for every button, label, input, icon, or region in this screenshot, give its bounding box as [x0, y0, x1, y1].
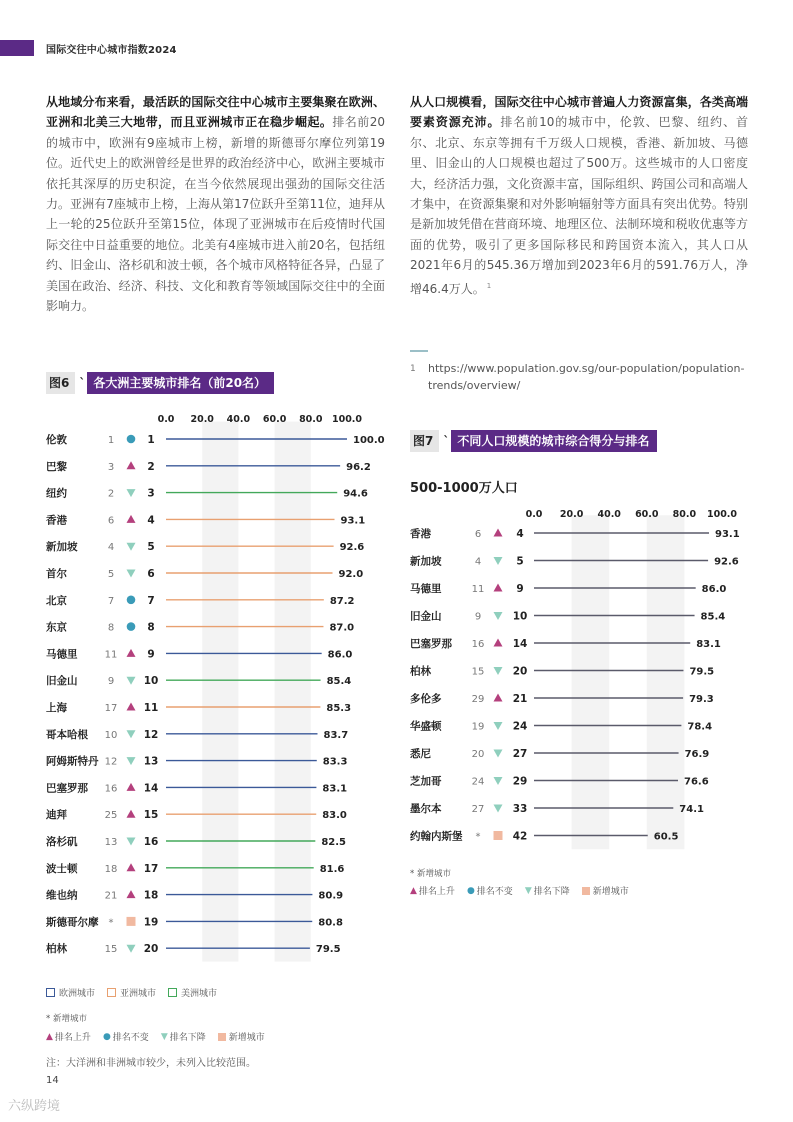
fig6-rank-same-icon — [127, 622, 136, 631]
fig6-prev-rank: 9 — [107, 676, 115, 688]
fig6-city-label: 纽约 — [46, 487, 67, 500]
fig6-region-legend — [46, 986, 229, 999]
fig6-rank-down-icon — [127, 757, 136, 765]
fig7-subtitle: 500-1000万人口 — [410, 481, 518, 496]
fig7-city-label: 香港 — [410, 528, 431, 540]
fig6-prev-rank: 8 — [107, 622, 115, 634]
legend-asia-label: 亚洲城市 — [120, 989, 157, 999]
fig7-rank-down-icon — [494, 750, 503, 758]
circle-icon: ● — [466, 885, 475, 896]
fig6-city-label: 斯德哥尔摩 — [46, 916, 99, 929]
fig7-rank-down-icon — [494, 805, 503, 813]
fig7-rank: 20 — [512, 665, 528, 678]
fig6-prev-rank: 16 — [104, 783, 118, 795]
fig7-rank: 4 — [516, 528, 524, 540]
fig6-value-label: 92.6 — [339, 542, 365, 554]
fig7-city-label: 马德里 — [410, 583, 442, 595]
triangle-up-icon: ▲ — [46, 1031, 53, 1042]
legend7-new-label: 新增城市 — [592, 887, 629, 897]
fig6-rank-up-icon — [127, 890, 136, 898]
fig7-rank-down-icon — [494, 722, 503, 730]
triangle-down-icon: ▼ — [160, 1031, 168, 1042]
fig6-city-label: 东京 — [46, 621, 67, 634]
fig6-value-label: 83.1 — [322, 783, 348, 795]
fig6-rank-same-icon — [127, 435, 136, 444]
legend-europe — [46, 986, 95, 999]
fig6-value-label: 83.3 — [322, 756, 348, 768]
fig7-label: 图7 — [410, 430, 439, 452]
fig6-axis-tick-label: 60.0 — [262, 414, 287, 425]
legend7-new — [582, 884, 629, 897]
fig6-axis-tick-label: 40.0 — [226, 414, 251, 425]
legend-america-swatch — [168, 988, 177, 997]
legend7-up-label: 排名上升 — [418, 887, 455, 897]
legend-new-label: 新增城市 — [228, 1033, 265, 1043]
fig6-prev-rank: 25 — [104, 810, 118, 822]
footnote-ref: 1 — [486, 281, 492, 290]
fig7-value-label: 93.1 — [715, 529, 740, 540]
fig6-name: 各大洲主要城市排名（前20名） — [87, 372, 274, 394]
fig7-axis-tick-label: 100.0 — [706, 509, 738, 520]
fig7-prev-rank: 29 — [471, 694, 485, 705]
fig7-rank: 27 — [512, 748, 528, 760]
legend-america-label: 美洲城市 — [181, 989, 218, 999]
fig7-rank: 10 — [512, 610, 528, 623]
fig6-value-label: 87.2 — [329, 595, 355, 607]
fig6-rank-down-icon — [127, 945, 136, 953]
fig6-city-label: 北京 — [46, 594, 67, 607]
legend-same-label: 排名不变 — [112, 1033, 149, 1043]
fig7-value-label: 86.0 — [701, 584, 727, 595]
fig6-value-label: 82.5 — [321, 837, 347, 848]
fig6-value-label: 83.0 — [322, 810, 347, 822]
triangle-up-icon: ▲ — [410, 885, 417, 896]
fig6-prev-rank: * — [108, 917, 114, 929]
fig6-axis-tick-label: 20.0 — [190, 414, 214, 425]
fig7-tick: ` — [443, 434, 450, 448]
fig7-city-label: 旧金山 — [410, 610, 442, 623]
fig6-rank: 14 — [143, 782, 159, 795]
fig6-value-label: 79.5 — [315, 944, 341, 956]
fig6-value-label: 92.0 — [338, 569, 364, 580]
fig6-value-label: 86.0 — [327, 649, 353, 661]
page-header-title: 国际交往中心城市指数2024 — [46, 45, 177, 56]
fig6-new-city-icon — [127, 917, 136, 926]
legend7-up — [410, 884, 455, 897]
fig7-city-label: 多伦多 — [410, 693, 442, 705]
fig6-city-label: 巴黎 — [46, 460, 67, 473]
fig6-value-label: 81.6 — [319, 863, 345, 875]
square-icon — [218, 1033, 226, 1041]
legend7-same — [467, 884, 513, 897]
fig7-rank: 33 — [512, 803, 528, 815]
fig6-rank-down-icon — [127, 489, 136, 497]
fig6-axis-tick-label: 80.0 — [299, 414, 323, 425]
fig6-value-label: 80.9 — [318, 890, 344, 902]
triangle-down-icon: ▼ — [524, 885, 532, 896]
fig6-prev-rank: 7 — [107, 595, 115, 607]
legend7-down-label: 排名下降 — [533, 887, 570, 897]
fig6-prev-rank: 1 — [107, 435, 115, 446]
fig6-city-label: 洛杉矶 — [46, 836, 78, 848]
fig6-value-label: 96.2 — [346, 461, 371, 473]
fig7-rank: 29 — [512, 775, 528, 788]
fig6-rank: 7 — [147, 594, 155, 607]
fig6-city-label: 巴塞罗那 — [46, 782, 88, 795]
legend-asia-swatch — [107, 988, 116, 997]
fig6-city-label: 波士顿 — [46, 862, 78, 875]
right-paragraph-body: 排名前10的城市中，伦敦、巴黎、纽约、首尔、北京、东京等拥有千万级人口规模，香港、新加坡、马德里、旧金山的人口规模也超过了500万。这些城市的人口密度大，经济活力强，文化资源丰富，国际组织、跨国公司和高端人才集中，在资源集聚和对外影响辐射等方面具有突出优势。特别是新加坡凭借在营商环境、地理区位、法制环境和税收优惠等方面的优势，吸引了更多国际移民和跨国资本流入，其人口从2021年6月的545.36万增加到2023年6月的591.76万人，净增46.4万人。 — [410, 115, 748, 296]
fig7-prev-rank: 16 — [471, 639, 485, 650]
fig6-rank: 5 — [147, 541, 155, 554]
legend-asia — [107, 986, 156, 999]
fig7-grid-band — [572, 515, 610, 849]
fig7-prev-rank: 27 — [471, 804, 485, 815]
fig6-rank-up-icon — [127, 515, 136, 523]
legend-europe-swatch — [46, 988, 55, 997]
fig7-name: 不同人口规模的城市综合得分与排名 — [451, 430, 657, 452]
fig6-city-label: 香港 — [46, 514, 67, 527]
legend-europe-label: 欧洲城市 — [59, 989, 96, 999]
fig6-rank-up-icon — [127, 810, 136, 818]
fig6-prev-rank: 3 — [107, 461, 115, 473]
fig6-axis-tick-label: 0.0 — [157, 414, 175, 425]
fig6-rank: 4 — [147, 514, 155, 527]
fig7-rank: 9 — [516, 583, 524, 595]
fig7-rank: 14 — [512, 638, 528, 650]
fig6-prev-rank: 18 — [104, 863, 118, 875]
fig7-city-label: 华盛顿 — [410, 720, 442, 733]
fig7-value-label: 76.6 — [684, 776, 709, 788]
fig7-rank: 21 — [512, 693, 528, 705]
footnote-url[interactable]: https://www.population.gov.sg/our-population/population-trends/overview/ — [428, 362, 745, 392]
legend-new — [218, 1030, 265, 1043]
fig6-rank: 20 — [143, 943, 159, 956]
fig7-value-label: 92.6 — [714, 556, 739, 568]
fig6-rank: 18 — [143, 889, 159, 902]
legend-up — [46, 1030, 91, 1043]
fig6-rank-down-icon — [127, 838, 136, 846]
fig7-rank-up-icon — [494, 584, 503, 592]
fig6-city-label: 哥本哈根 — [46, 728, 88, 741]
fig7-change-legend — [410, 884, 641, 897]
square-icon — [582, 887, 590, 895]
fig7-city-label: 悉尼 — [410, 748, 431, 760]
fig7-axis-tick-label: 20.0 — [559, 509, 584, 520]
fig6-prev-rank: 15 — [104, 944, 118, 956]
fig6-change-legend — [46, 1030, 277, 1043]
fig6-rank-same-icon — [127, 596, 136, 605]
fig7-city-label: 新加坡 — [410, 555, 442, 568]
fig6-label: 图6 — [46, 372, 75, 394]
legend-america — [168, 986, 217, 999]
fig6-tick: ` — [79, 376, 86, 390]
fig7-value-label: 78.4 — [687, 721, 713, 733]
fig6-rank: 12 — [143, 728, 159, 741]
fig6-city-label: 新加坡 — [46, 541, 78, 554]
fig6-rank: 11 — [143, 702, 159, 714]
fig6-city-label: 维也纳 — [46, 889, 78, 902]
fig6-rank-down-icon — [127, 570, 136, 578]
fig6-value-label: 80.8 — [318, 917, 343, 929]
fig6-rank-down-icon — [127, 677, 136, 685]
fig7-prev-rank: 11 — [471, 584, 485, 595]
fig7-new-city-note: * 新增城市 — [410, 869, 451, 879]
fig7-rank-down-icon — [494, 557, 503, 565]
fig6-rank-up-icon — [127, 703, 136, 711]
fig6-rank-up-icon — [127, 863, 136, 871]
fig7-prev-rank: 19 — [471, 721, 485, 733]
fig7-rank-down-icon — [494, 612, 503, 620]
legend7-same-label: 排名不变 — [476, 887, 513, 897]
legend-same — [103, 1030, 149, 1043]
fig6-prev-rank: 17 — [104, 703, 118, 714]
fig7-grid-band — [647, 515, 685, 849]
fig7-rank: 24 — [512, 720, 528, 733]
fig7-city-label: 柏林 — [410, 665, 431, 678]
fig7-axis-tick-label: 0.0 — [525, 509, 543, 520]
fig6-city-label: 迪拜 — [46, 809, 67, 822]
fig6-footnote: 注：大洋洲和非洲城市较少，未列入比较范围。 — [46, 1058, 256, 1069]
fig7-rank: 42 — [512, 830, 528, 843]
fig7-axis-tick-label: 80.0 — [672, 509, 697, 520]
fig6-value-label: 94.6 — [343, 488, 368, 500]
fig6-axis-tick-label: 100.0 — [331, 414, 363, 425]
left-paragraph-body: 排名前20的城市中，欧洲有9座城市上榜，新增的斯德哥尔摩位列第19位。近代史上的欧洲曾经是世界的政治经济中心，欧洲主要城市依托其深厚的历史积淀，在当今依然展现出强劲的国际交往活力。亚洲有7座城市上榜，上海从第17位跃升至第11位，迪拜从上一轮的25位跃升至第15位，体现了亚洲城市在后疫情时代国际交往中日益重要的地位。北美有4座城市进入前20名，包括纽约、旧金山、洛杉矶和波士顿，各个城市风格特征各异，凸显了美国在政治、经济、科技、文化和教育等领域国际交往中的全面影响力。 — [46, 115, 385, 314]
fig6-prev-rank: 13 — [104, 837, 118, 848]
fig7-prev-rank: 15 — [471, 666, 485, 678]
legend7-down — [525, 884, 570, 897]
fig6-rank: 17 — [143, 862, 159, 875]
fig6-city-label: 首尔 — [46, 568, 67, 580]
fig7-rank: 5 — [516, 555, 524, 568]
fig6-rank-up-icon — [127, 461, 136, 469]
fig6-prev-rank: 12 — [104, 756, 118, 768]
fig6-value-label: 85.3 — [326, 703, 352, 714]
fig6-grid-band — [202, 422, 238, 962]
fig7-value-label: 60.5 — [653, 831, 679, 843]
fig6-rank: 19 — [143, 916, 159, 929]
page-number: 14 — [46, 1075, 59, 1086]
fig6-value-label: 83.7 — [323, 729, 349, 741]
left-paragraph-lead: 从地域分布来看，最活跃的国际交往中心城市主要集聚在欧洲、亚洲和北美三大地带，而且亚洲城市正在稳步崛起。 — [46, 95, 385, 130]
fig7-value-label: 74.1 — [679, 804, 704, 815]
watermark-logo: 六纵跨境 — [8, 1099, 61, 1114]
fig6-rank: 2 — [147, 460, 155, 473]
fig7-rank-up-icon — [494, 529, 503, 537]
fig6-value-label: 93.1 — [340, 515, 366, 527]
fig7-prev-rank: 9 — [474, 611, 482, 623]
fig6-rank-up-icon — [127, 649, 136, 657]
fig7-value-label: 83.1 — [696, 639, 721, 650]
fig6-grid-band — [275, 422, 311, 962]
fig7-axis-tick-label: 60.0 — [635, 509, 659, 520]
fig6-prev-rank: 6 — [107, 515, 115, 527]
fig6-city-label: 阿姆斯特丹 — [46, 755, 99, 768]
fig7-prev-rank: 20 — [471, 749, 485, 760]
fig6-value-label: 85.4 — [326, 676, 352, 688]
fig6-rank: 9 — [147, 648, 155, 661]
fig7-axis-tick-label: 40.0 — [597, 509, 621, 520]
fig6-value-label: 100.0 — [353, 435, 385, 446]
fig6-prev-rank: 21 — [104, 890, 118, 902]
fig6-rank-up-icon — [127, 783, 136, 791]
legend-down-label: 排名下降 — [169, 1033, 206, 1043]
fig6-city-label: 马德里 — [46, 648, 78, 661]
fig7-rank-down-icon — [494, 777, 503, 785]
fig6-prev-rank: 10 — [104, 729, 118, 741]
fig7-value-label: 76.9 — [684, 749, 710, 760]
fig7-value-label: 85.4 — [700, 611, 726, 623]
fig6-rank: 10 — [143, 675, 159, 688]
circle-icon: ● — [102, 1031, 111, 1042]
fig7-value-label: 79.5 — [689, 666, 715, 678]
fig6-rank-down-icon — [127, 730, 136, 738]
footnote-mark: 1 — [410, 364, 416, 374]
fig6-city-label: 旧金山 — [46, 675, 78, 688]
fig6-rank: 15 — [143, 809, 159, 822]
fig6-city-label: 柏林 — [46, 943, 67, 956]
fig7-city-label: 墨尔本 — [410, 803, 442, 815]
fig6-prev-rank: 11 — [104, 649, 118, 661]
fig6-prev-rank: 5 — [107, 569, 115, 580]
legend-down — [161, 1030, 206, 1043]
fig6-rank: 3 — [147, 487, 155, 500]
fig6-rank: 8 — [147, 621, 155, 634]
fig7-rank-up-icon — [494, 694, 503, 702]
fig6-rank: 13 — [143, 755, 159, 768]
fig6-rank: 16 — [143, 836, 159, 848]
fig7-city-label: 芝加哥 — [410, 775, 442, 788]
fig6-prev-rank: 2 — [107, 488, 115, 500]
fig7-rank-down-icon — [494, 667, 503, 675]
fig7-prev-rank: 24 — [471, 776, 485, 788]
fig7-prev-rank: 6 — [474, 529, 482, 540]
fig7-city-label: 约翰内斯堡 — [410, 830, 463, 843]
fig6-rank: 1 — [147, 434, 155, 446]
fig7-new-city-icon — [494, 831, 503, 840]
fig7-rank-up-icon — [494, 639, 503, 647]
right-paragraph-lead: 从人口规模看，国际交往中心城市普遍人力资源富集，各类高端要素资源充沛。 — [410, 95, 748, 130]
fig7-value-label: 79.3 — [689, 694, 714, 705]
fig6-city-label: 上海 — [46, 702, 67, 714]
fig6-prev-rank: 4 — [107, 542, 115, 554]
fig7-prev-rank: 4 — [474, 556, 482, 568]
fig7-city-label: 巴塞罗那 — [410, 638, 452, 650]
fig6-rank-down-icon — [127, 543, 136, 551]
legend-up-label: 排名上升 — [54, 1033, 91, 1043]
fig6-new-city-note: * 新增城市 — [46, 1014, 87, 1024]
fig6-city-label: 伦敦 — [46, 434, 67, 446]
fig7-prev-rank: * — [475, 831, 481, 843]
fig6-rank: 6 — [147, 568, 155, 580]
fig6-value-label: 87.0 — [329, 622, 355, 634]
